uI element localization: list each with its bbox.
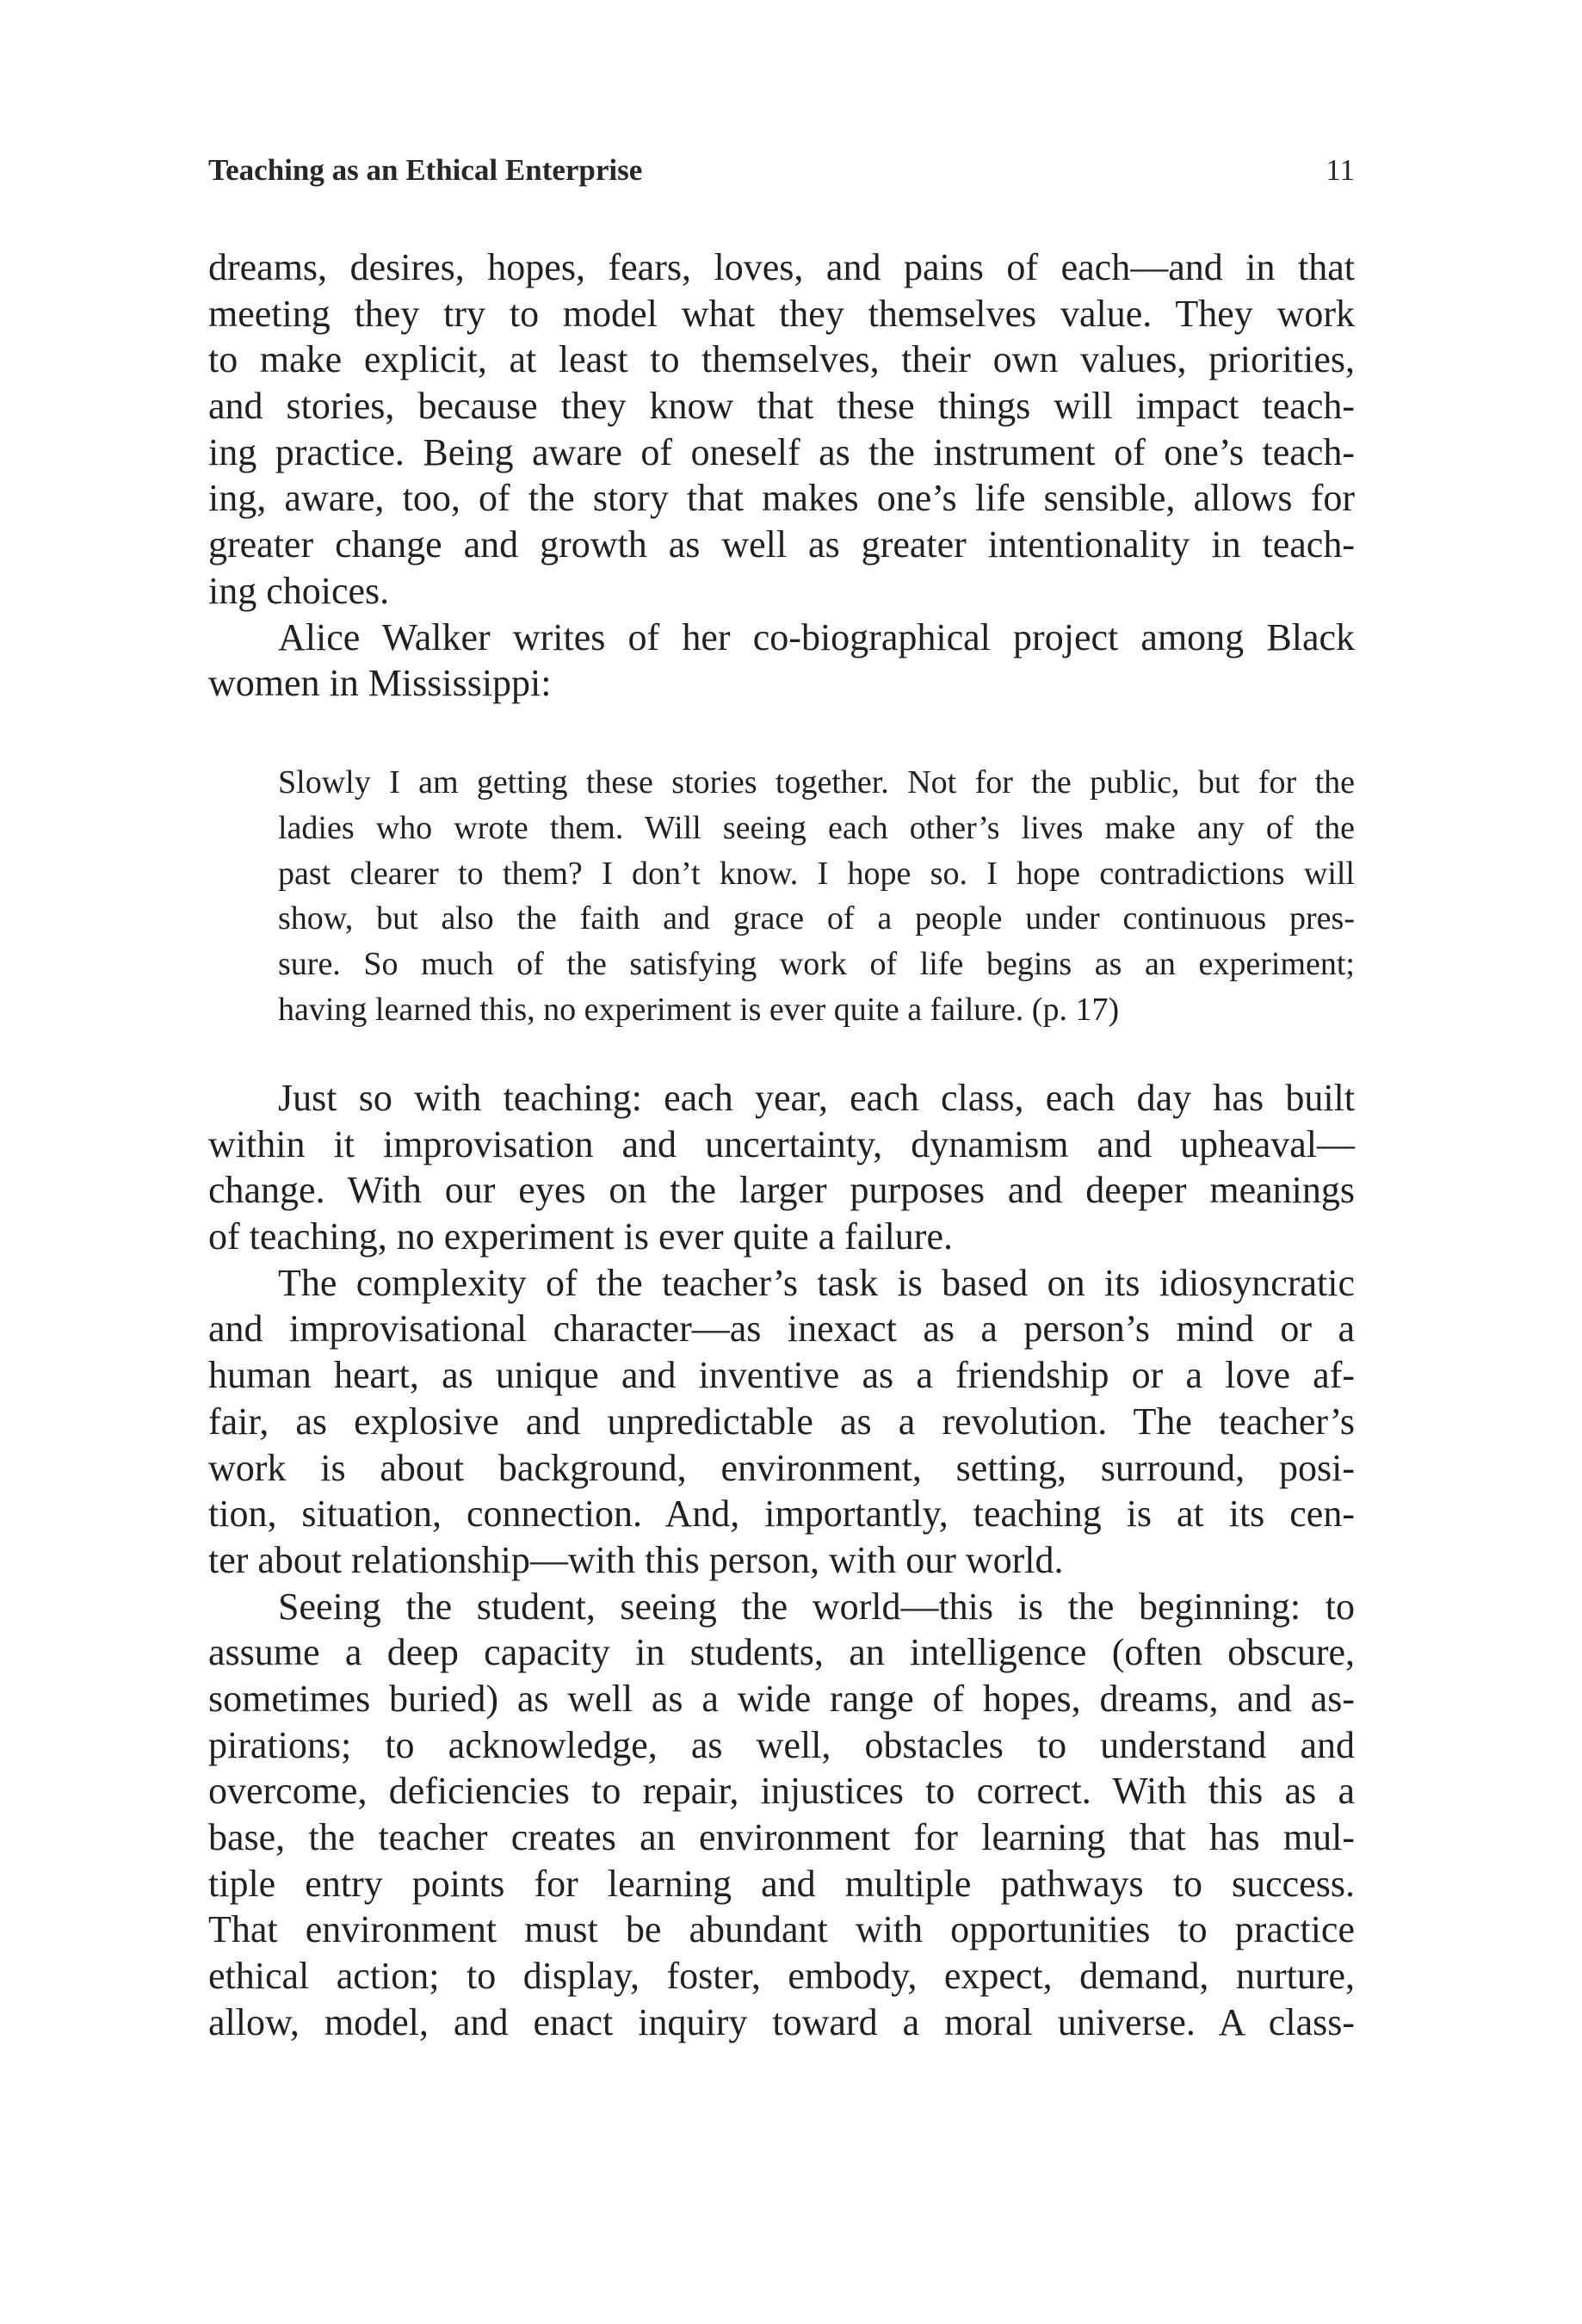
- text-line: human heart, as unique and inventive as a friendship or a love af-: [208, 1354, 1355, 1397]
- text-line: Seeing the student, seeing the world—this is the beginning: to: [278, 1585, 1355, 1628]
- text-line: allow, model, and enact inquiry toward a moral universe. A class-: [208, 2000, 1355, 2043]
- quote-line: having learned this, no experiment is ever quite a failure. (p. 17): [278, 991, 1120, 1028]
- paragraph: [208, 1075, 1355, 1260]
- text-line: fair, as explosive and unpredictable as a revolution. The teacher’s: [208, 1400, 1355, 1443]
- text-line: and stories, because they know that these things will impact teach-: [208, 385, 1355, 428]
- text-line: overcome, deficiencies to repair, injustices to correct. With this as a: [208, 1770, 1355, 1813]
- text-line: within it improvisation and uncertainty, dynamism and upheaval—: [208, 1122, 1355, 1165]
- text-line: pirations; to acknowledge, as well, obstacles to understand and: [208, 1723, 1355, 1766]
- text-line: work is about background, environment, setting, surround, posi-: [208, 1446, 1355, 1489]
- text-line: meeting they try to model what they themselves value. They work: [208, 292, 1355, 335]
- text-line: Alice Walker writes of her co-biographical project among Black: [278, 615, 1355, 658]
- text-line: ethical action; to display, foster, embody, expect, demand, nurture,: [208, 1955, 1355, 1998]
- paragraph: [208, 1260, 1355, 1584]
- text-line: to make explicit, at least to themselves, their own values, priorities,: [208, 338, 1355, 381]
- quote-line: ladies who wrote them. Will seeing each other’s lives make any of the: [278, 809, 1355, 846]
- text-line: assume a deep capacity in students, an intelligence (often obscure,: [208, 1631, 1355, 1674]
- text-line: tiple entry points for learning and multiple pathways to success.: [208, 1862, 1355, 1905]
- paragraph: [208, 615, 1355, 707]
- text-line: ing choices.: [208, 569, 390, 612]
- text-line: dreams, desires, hopes, fears, loves, and pains of each—and in that: [208, 246, 1355, 288]
- paragraph: [208, 244, 1355, 615]
- text-line: of teaching, no experiment is ever quite a failure.: [208, 1215, 953, 1258]
- running-head: Teaching as an Ethical Enterprise: [208, 153, 643, 187]
- text-line: ing practice. Being aware of oneself as the instrument of one’s teach-: [208, 430, 1355, 473]
- text-line: ter about relationship—with this person, with our world.: [208, 1538, 1064, 1581]
- text-line: women in Mississippi:: [208, 662, 552, 705]
- text-line: That environment must be abundant with opportunities to practice: [208, 1908, 1355, 1951]
- paragraph: [208, 1584, 1355, 2046]
- text-line: greater change and growth as well as greater intentionality in teach-: [208, 523, 1355, 566]
- text-line: base, the teacher creates an environment for learning that has mul-: [208, 1816, 1355, 1858]
- text-line: and improvisational character—as inexact as a person’s mind or a: [208, 1307, 1355, 1351]
- quote-line: sure. So much of the satisfying work of life begins as an experiment;: [278, 946, 1355, 983]
- text-line: The complexity of the teacher’s task is based on its idiosyncratic: [278, 1261, 1355, 1304]
- text-line: tion, situation, connection. And, importantly, teaching is at its cen-: [208, 1493, 1355, 1536]
- quote-line: Slowly I am getting these stories together. Not for the public, but for the: [278, 764, 1355, 800]
- page-number: 11: [1326, 153, 1355, 187]
- block-quote: [278, 760, 1355, 1033]
- quote-line: past clearer to them? I don’t know. I hope so. I hope contradictions will: [278, 855, 1355, 892]
- body-text-bottom: [208, 1075, 1355, 2045]
- text-line: Just so with teaching: each year, each class, each day has built: [278, 1077, 1355, 1119]
- text-line: ing, aware, too, of the story that makes one’s life sensible, allows for: [208, 477, 1355, 520]
- text-line: change. With our eyes on the larger purposes and deeper meanings: [208, 1169, 1355, 1212]
- quote-line: show, but also the faith and grace of a people under continuous pres-: [278, 900, 1355, 937]
- text-line: sometimes buried) as well as a wide range of hopes, dreams, and as-: [208, 1677, 1355, 1720]
- body-text-top: [208, 244, 1355, 707]
